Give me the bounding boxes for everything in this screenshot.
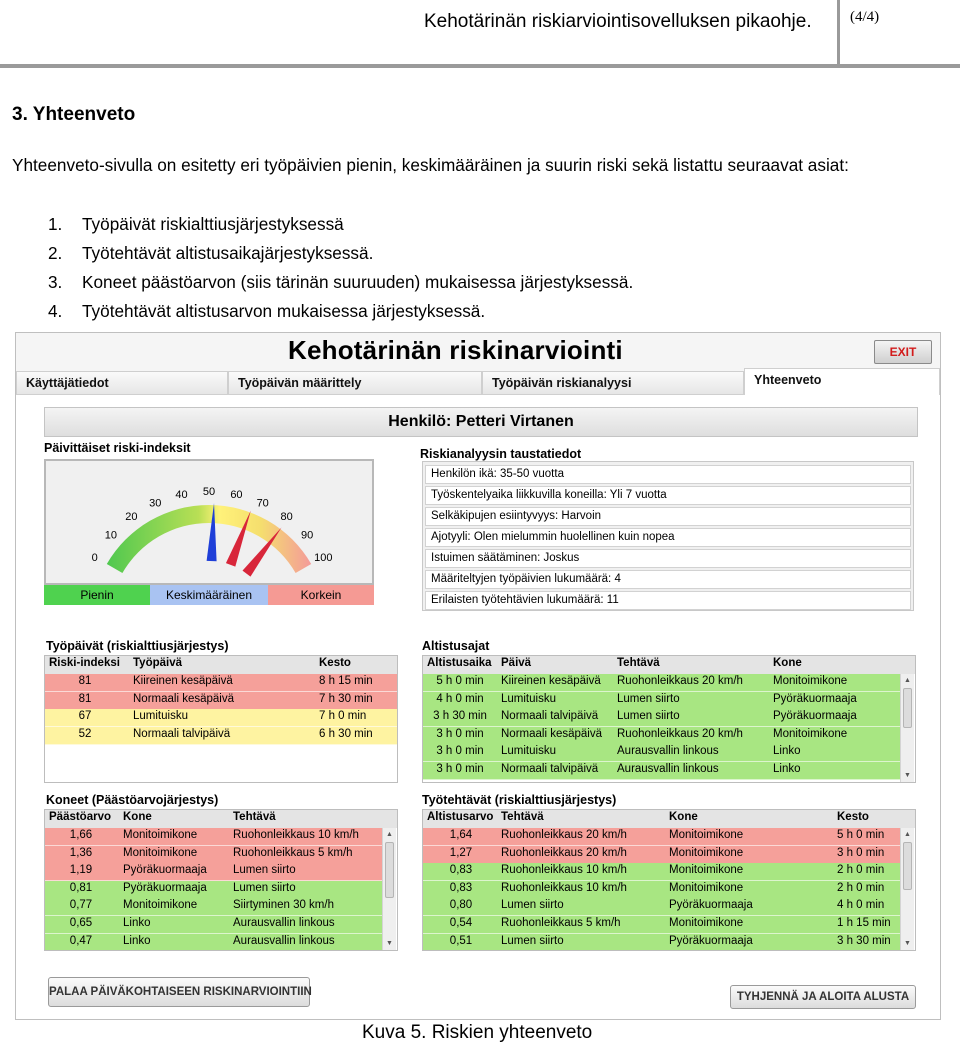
- table-cell: 0,77: [69, 899, 93, 912]
- table-cell: Kiireinen kesäpäivä: [501, 675, 601, 687]
- table-cell: Ruohonleikkaus 20 km/h: [501, 846, 627, 859]
- table-cell: Ruohonleikkaus 10 km/h: [501, 864, 627, 877]
- table-cell: Lumen siirto: [501, 934, 564, 947]
- header-divider: [837, 0, 840, 68]
- table-cell: 3 h 0 min: [436, 745, 484, 758]
- table-cell: 52: [78, 727, 92, 740]
- table-cell: 81: [78, 692, 92, 705]
- table-row[interactable]: [45, 828, 382, 846]
- table-cell: Monitoimikone: [123, 899, 198, 912]
- table-header: [45, 810, 397, 828]
- column-header[interactable]: Kesto: [837, 811, 869, 823]
- info-task-count: Erilaisten työtehtävien lukumäärä: 11: [425, 591, 911, 610]
- table-cell: 7 h 30 min: [319, 692, 373, 705]
- table-row[interactable]: [423, 762, 900, 780]
- table-row[interactable]: [45, 863, 382, 881]
- workdays-title: Työpäivät (riskialttiusjärjestys): [46, 639, 229, 653]
- table-header: [423, 656, 915, 674]
- intro-paragraph: Yhteenveto-sivulla on esitetty eri työpäivien pienin, keskimääräinen ja suurin riski sekä listattu seuraavat asiat:: [12, 155, 849, 175]
- column-header[interactable]: Tehtävä: [617, 657, 660, 669]
- table-row[interactable]: [423, 744, 900, 762]
- table-cell: Monitoimikone: [669, 881, 744, 894]
- gauge-tick-label: 10: [104, 529, 118, 542]
- gauge-tick-label: 80: [280, 511, 293, 524]
- scroll-down-icon[interactable]: ▼: [904, 940, 911, 947]
- table-cell: Monitoimikone: [669, 846, 744, 859]
- info-workday-count: Määriteltyjen työpäivien lukumäärä: 4: [425, 570, 911, 589]
- table-row[interactable]: [45, 727, 397, 745]
- info-age: Henkilön ikä: 35-50 vuotta: [425, 465, 911, 484]
- table-cell: Lumituisku: [501, 745, 556, 758]
- table-cell: Linko: [123, 917, 151, 929]
- table-cell: Pyöräkuormaaja: [123, 881, 207, 894]
- table-row[interactable]: [45, 709, 397, 727]
- column-header[interactable]: Päivä: [501, 657, 532, 669]
- table-cell: Kiireinen kesäpäivä: [133, 675, 233, 687]
- table-cell: Monitoimikone: [669, 917, 744, 929]
- table-header: [423, 810, 915, 828]
- table-cell: Monitoimikone: [669, 829, 744, 841]
- table-cell: Lumen siirto: [617, 692, 680, 705]
- table-row[interactable]: [423, 863, 900, 881]
- list-item: 2. Työtehtävät altistusaikajärjestyksessä.: [48, 243, 374, 263]
- table-cell: 3 h 0 min: [436, 763, 484, 775]
- table-cell: 7 h 0 min: [319, 710, 367, 723]
- table-cell: Normaali kesäpäivä: [133, 692, 234, 705]
- page-number: (4/4): [850, 9, 880, 25]
- machines-title: Koneet (Päästöarvojärjestys): [46, 793, 219, 807]
- table-cell: 1,19: [69, 864, 93, 877]
- table-row[interactable]: [423, 881, 900, 899]
- tab-user-info[interactable]: Käyttäjätiedot: [16, 371, 228, 395]
- legend-highest: Korkein: [268, 585, 374, 605]
- table-row[interactable]: [423, 828, 900, 846]
- table-cell: 1,66: [69, 829, 93, 841]
- app-window: [15, 332, 941, 1020]
- table-cell: 0,51: [449, 934, 473, 947]
- exit-button[interactable]: EXIT: [874, 340, 932, 364]
- table-cell: Pyöräkuormaaja: [123, 864, 207, 877]
- table-cell: Lumituisku: [133, 710, 188, 723]
- table-row[interactable]: [45, 881, 382, 899]
- machines-table[interactable]: [44, 809, 398, 951]
- table-cell: 1,64: [449, 829, 473, 841]
- scroll-down-icon[interactable]: ▼: [386, 940, 393, 947]
- table-row[interactable]: [45, 846, 382, 864]
- table-cell: 6 h 30 min: [319, 727, 373, 740]
- table-cell: 5 h 0 min: [436, 675, 484, 687]
- tab-bar: [16, 371, 940, 395]
- table-cell: Pyöräkuormaaja: [669, 934, 753, 947]
- column-header[interactable]: Altistusarvo: [427, 811, 494, 823]
- column-header[interactable]: Kone: [669, 811, 698, 823]
- column-header[interactable]: Tehtävä: [501, 811, 544, 823]
- scroll-up-icon[interactable]: ▲: [904, 831, 911, 838]
- table-row[interactable]: [423, 674, 900, 692]
- table-cell: 0,65: [69, 917, 93, 929]
- column-header[interactable]: Altistusaika: [427, 657, 492, 669]
- table-cell: 3 h 0 min: [837, 846, 885, 859]
- table-cell: Monitoimikone: [773, 727, 848, 740]
- table-cell: Aurausvallin linkous: [617, 763, 719, 775]
- table-cell: 67: [78, 710, 92, 723]
- table-row[interactable]: [423, 727, 900, 745]
- exposure-times-table[interactable]: [422, 655, 916, 783]
- risk-gauge: [44, 459, 374, 585]
- gauge-tick-label: 100: [314, 552, 333, 564]
- table-cell: 1 h 15 min: [837, 917, 891, 929]
- workdays-table[interactable]: [44, 655, 398, 783]
- gauge-tick-label: 0: [91, 552, 98, 564]
- table-cell: Normaali talvipäivä: [501, 763, 599, 775]
- gauge-tick-label: 50: [202, 486, 216, 498]
- info-seat-adjustment: Istuimen säätäminen: Joskus: [425, 549, 911, 568]
- column-header[interactable]: Päästöarvo: [49, 811, 112, 823]
- gauge-tick-label: 30: [149, 497, 162, 510]
- table-cell: Pyöräkuormaaja: [773, 710, 857, 723]
- app-title: Kehotärinän riskinarviointi: [288, 335, 623, 365]
- column-header[interactable]: Työpäivä: [133, 657, 182, 669]
- background-title: Riskianalyysin taustatiedot: [420, 447, 582, 461]
- table-cell: 3 h 0 min: [436, 727, 484, 740]
- table-cell: Normaali talvipäivä: [133, 727, 231, 740]
- info-back-pain: Selkäkipujen esiintyvyys: Harvoin: [425, 507, 911, 526]
- table-cell: 1,27: [449, 846, 473, 859]
- tab-workday-definition[interactable]: Työpäivän määrittely: [228, 371, 482, 395]
- gauge-tick-label: 40: [175, 488, 188, 501]
- column-header[interactable]: Riski-indeksi: [49, 657, 120, 669]
- gauge-graphic: [46, 461, 372, 583]
- table-row[interactable]: [45, 934, 382, 951]
- table-cell: 5 h 0 min: [837, 829, 885, 841]
- summary-panel: [16, 395, 940, 1020]
- table-cell: Ruohonleikkaus 10 km/h: [233, 829, 359, 841]
- legend-lowest: Pienin: [44, 585, 150, 605]
- table-cell: 0,80: [449, 899, 473, 912]
- vertical-scrollbar[interactable]: [900, 828, 914, 950]
- table-cell: Normaali talvipäivä: [501, 710, 599, 723]
- gauge-tick-label: 70: [256, 497, 269, 510]
- table-row[interactable]: [423, 898, 900, 916]
- exposure-times-title: Altistusajat: [422, 639, 490, 653]
- table-cell: Aurausvallin linkous: [617, 745, 719, 758]
- table-cell: 8 h 15 min: [319, 675, 373, 687]
- app-title-bar: [16, 333, 940, 371]
- table-cell: Normaali kesäpäivä: [501, 727, 602, 740]
- table-row[interactable]: [423, 934, 900, 951]
- info-work-time: Työskentelyaika liikkuvilla koneilla: Yli 7 vuotta: [425, 486, 911, 505]
- tab-summary[interactable]: Yhteenveto: [744, 368, 940, 395]
- table-cell: 0,83: [449, 864, 473, 877]
- table-cell: Ruohonleikkaus 10 km/h: [501, 881, 627, 894]
- background-info-panel: [422, 461, 914, 611]
- table-cell: Ruohonleikkaus 5 km/h: [233, 846, 353, 859]
- table-cell: 4 h 0 min: [837, 899, 885, 912]
- table-cell: 2 h 0 min: [837, 864, 885, 877]
- list-item: 4. Työtehtävät altistusarvon mukaisessa järjestyksessä.: [48, 301, 486, 321]
- table-cell: Linko: [773, 745, 801, 758]
- column-header[interactable]: Kesto: [319, 657, 351, 669]
- tasks-table[interactable]: [422, 809, 916, 951]
- vertical-scrollbar[interactable]: [900, 674, 914, 782]
- table-cell: Monitoimikone: [123, 846, 198, 859]
- scrollbar-thumb[interactable]: [385, 842, 394, 898]
- table-cell: Siirtyminen 30 km/h: [233, 899, 334, 912]
- table-cell: Lumituisku: [501, 692, 556, 705]
- figure-caption: Kuva 5. Riskien yhteenveto: [362, 1022, 593, 1043]
- table-cell: Lumen siirto: [617, 710, 680, 723]
- column-header[interactable]: Kone: [123, 811, 152, 823]
- info-driving-style: Ajotyyli: Olen mielummin huolellinen kuin nopea: [425, 528, 911, 547]
- tasks-title: Työtehtävät (riskialttiusjärjestys): [422, 793, 617, 807]
- table-cell: 81: [78, 675, 92, 687]
- table-header: [45, 656, 397, 674]
- table-cell: Lumen siirto: [233, 864, 296, 877]
- table-row[interactable]: [45, 692, 397, 710]
- table-cell: Ruohonleikkaus 20 km/h: [617, 675, 743, 687]
- gauge-tick-label: 20: [125, 511, 138, 524]
- table-row[interactable]: [423, 692, 900, 710]
- table-cell: 3 h 30 min: [837, 934, 891, 947]
- table-cell: 4 h 0 min: [436, 692, 484, 705]
- table-row[interactable]: [423, 709, 900, 727]
- person-name-bar: Henkilö: Petteri Virtanen: [44, 407, 918, 437]
- header-rule: [0, 64, 960, 68]
- table-row[interactable]: [45, 898, 382, 916]
- legend-average: Keskimääräinen: [150, 585, 268, 605]
- table-cell: 2 h 0 min: [837, 881, 885, 894]
- column-header[interactable]: Tehtävä: [233, 811, 276, 823]
- table-cell: Aurausvallin linkous: [233, 917, 335, 929]
- gauge-tick-label: 60: [230, 488, 243, 501]
- table-row[interactable]: [423, 846, 900, 864]
- table-cell: 0,47: [69, 934, 93, 947]
- table-row[interactable]: [45, 674, 397, 692]
- table-cell: Ruohonleikkaus 20 km/h: [617, 727, 743, 740]
- table-cell: 0,54: [449, 917, 473, 929]
- gauge-tick-label: 90: [300, 529, 314, 542]
- reset-button[interactable]: TYHJENNÄ JA ALOITA ALUSTA: [730, 985, 916, 1009]
- table-cell: Aurausvallin linkous: [233, 934, 335, 947]
- vertical-scrollbar[interactable]: [382, 828, 396, 950]
- table-row[interactable]: [45, 916, 382, 934]
- table-cell: 3 h 30 min: [433, 710, 487, 723]
- scrollbar-thumb[interactable]: [903, 842, 912, 890]
- scrollbar-thumb[interactable]: [903, 688, 912, 728]
- table-cell: Linko: [773, 763, 801, 775]
- table-cell: Ruohonleikkaus 5 km/h: [501, 917, 621, 929]
- table-cell: Monitoimikone: [669, 864, 744, 877]
- table-cell: Monitoimikone: [123, 829, 198, 841]
- scroll-up-icon[interactable]: ▲: [386, 831, 393, 838]
- table-cell: 0,81: [69, 881, 93, 894]
- table-cell: Lumen siirto: [501, 899, 564, 912]
- list-item: 3. Koneet päästöarvon (siis tärinän suuruuden) mukaisessa järjestyksessä.: [48, 272, 634, 292]
- back-to-daily-analysis-button[interactable]: PALAA PÄIVÄKOHTAISEEN RISKINARVIOINTIIN: [48, 977, 310, 1007]
- table-cell: Linko: [123, 934, 151, 947]
- table-cell: 1,36: [69, 846, 93, 859]
- table-cell: Ruohonleikkaus 20 km/h: [501, 829, 627, 841]
- table-cell: Pyöräkuormaaja: [669, 899, 753, 912]
- section-heading: 3. Yhteenveto: [12, 104, 136, 125]
- table-cell: Monitoimikone: [773, 675, 848, 687]
- scroll-down-icon[interactable]: ▼: [904, 772, 911, 779]
- table-cell: 0,83: [449, 881, 473, 894]
- list-item: 1. Työpäivät riskialttiusjärjestyksessä: [48, 214, 344, 234]
- column-header[interactable]: Kone: [773, 657, 802, 669]
- table-row[interactable]: [423, 916, 900, 934]
- table-cell: Pyöräkuormaaja: [773, 692, 857, 705]
- scroll-up-icon[interactable]: ▲: [904, 677, 911, 684]
- table-cell: Lumen siirto: [233, 881, 296, 894]
- gauge-title: Päivittäiset riski-indeksit: [44, 441, 191, 455]
- document-header-title: Kehotärinän riskiarviointisovelluksen pikaohje.: [424, 11, 812, 32]
- tab-workday-risk-analysis[interactable]: Työpäivän riskianalyysi: [482, 371, 744, 395]
